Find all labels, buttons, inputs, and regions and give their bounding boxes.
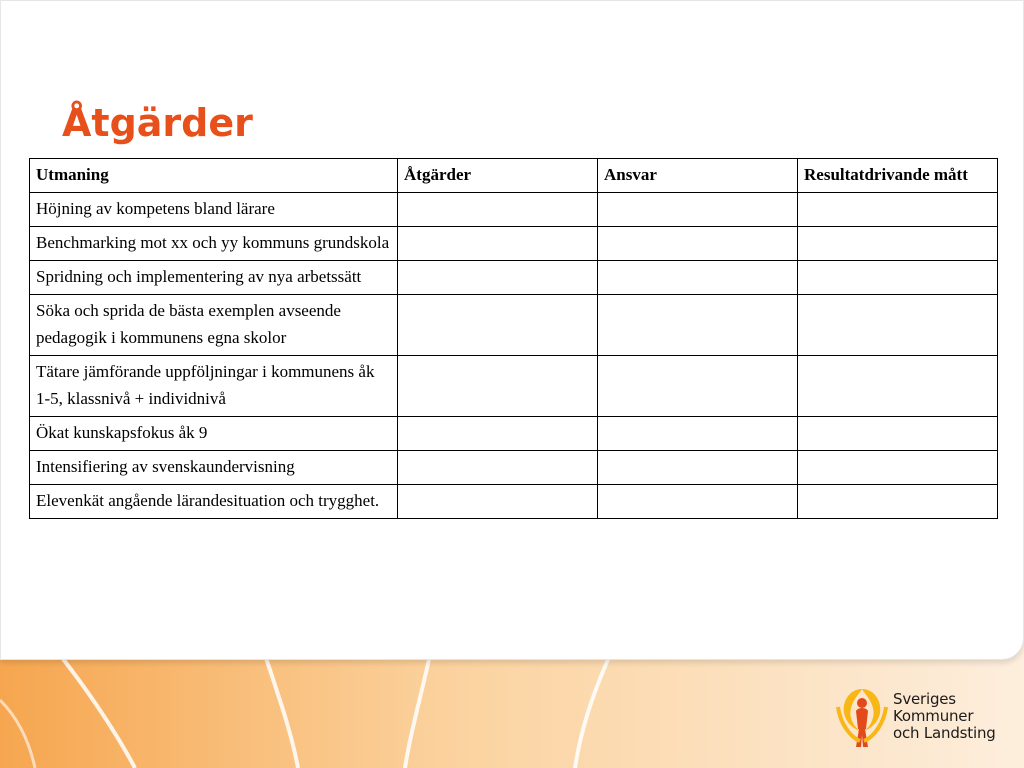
cell-atgarder	[398, 485, 598, 519]
header-ansvar: Ansvar	[598, 159, 798, 193]
header-utmaning: Utmaning	[30, 159, 398, 193]
cell-utmaning: Höjning av kompetens bland lärare	[30, 193, 398, 227]
cell-resultat	[798, 356, 998, 417]
actions-table	[29, 158, 998, 519]
cell-atgarder	[398, 295, 598, 356]
cell-atgarder	[398, 451, 598, 485]
cell-resultat	[798, 261, 998, 295]
logo-line-3: och Landsting	[893, 724, 996, 742]
cell-utmaning: Söka och sprida de bästa exemplen avseende pedagogik i kommunens egna skolor	[30, 295, 398, 356]
slide-title: Åtgärder	[62, 101, 253, 145]
table-row	[30, 356, 998, 417]
cell-resultat	[798, 417, 998, 451]
cell-ansvar	[598, 261, 798, 295]
cell-ansvar	[598, 295, 798, 356]
skl-emblem-icon	[836, 683, 888, 753]
cell-atgarder	[398, 356, 598, 417]
cell-ansvar	[598, 451, 798, 485]
cell-resultat	[798, 295, 998, 356]
logo-line-2: Kommuner	[893, 707, 974, 725]
cell-ansvar	[598, 417, 798, 451]
table-row	[30, 417, 998, 451]
cell-atgarder	[398, 417, 598, 451]
table-row	[30, 193, 998, 227]
header-resultatdrivande-matt: Resultatdrivande mått	[798, 159, 998, 193]
cell-atgarder	[398, 227, 598, 261]
table-row	[30, 295, 998, 356]
skl-logo	[836, 683, 1006, 753]
cell-utmaning: Spridning och implementering av nya arbetssätt	[30, 261, 398, 295]
table-row	[30, 261, 998, 295]
table-row	[30, 227, 998, 261]
cell-utmaning: Benchmarking mot xx och yy kommuns grundskola	[30, 227, 398, 261]
cell-ansvar	[598, 193, 798, 227]
cell-ansvar	[598, 227, 798, 261]
table-header-row	[30, 159, 998, 193]
cell-utmaning: Ökat kunskapsfokus åk 9	[30, 417, 398, 451]
cell-utmaning: Intensifiering av svenskaundervisning	[30, 451, 398, 485]
table-row	[30, 451, 998, 485]
cell-atgarder	[398, 261, 598, 295]
cell-resultat	[798, 227, 998, 261]
cell-atgarder	[398, 193, 598, 227]
cell-resultat	[798, 485, 998, 519]
cell-resultat	[798, 193, 998, 227]
cell-resultat	[798, 451, 998, 485]
table-row	[30, 485, 998, 519]
cell-utmaning: Tätare jämförande uppföljningar i kommunens åk 1-5, klassnivå + individnivå	[30, 356, 398, 417]
cell-ansvar	[598, 356, 798, 417]
cell-ansvar	[598, 485, 798, 519]
logo-wordmark	[893, 691, 996, 742]
logo-line-1: Sveriges	[893, 690, 956, 708]
header-atgarder: Åtgärder	[398, 159, 598, 193]
cell-utmaning: Elevenkät angående lärandesituation och trygghet.	[30, 485, 398, 519]
